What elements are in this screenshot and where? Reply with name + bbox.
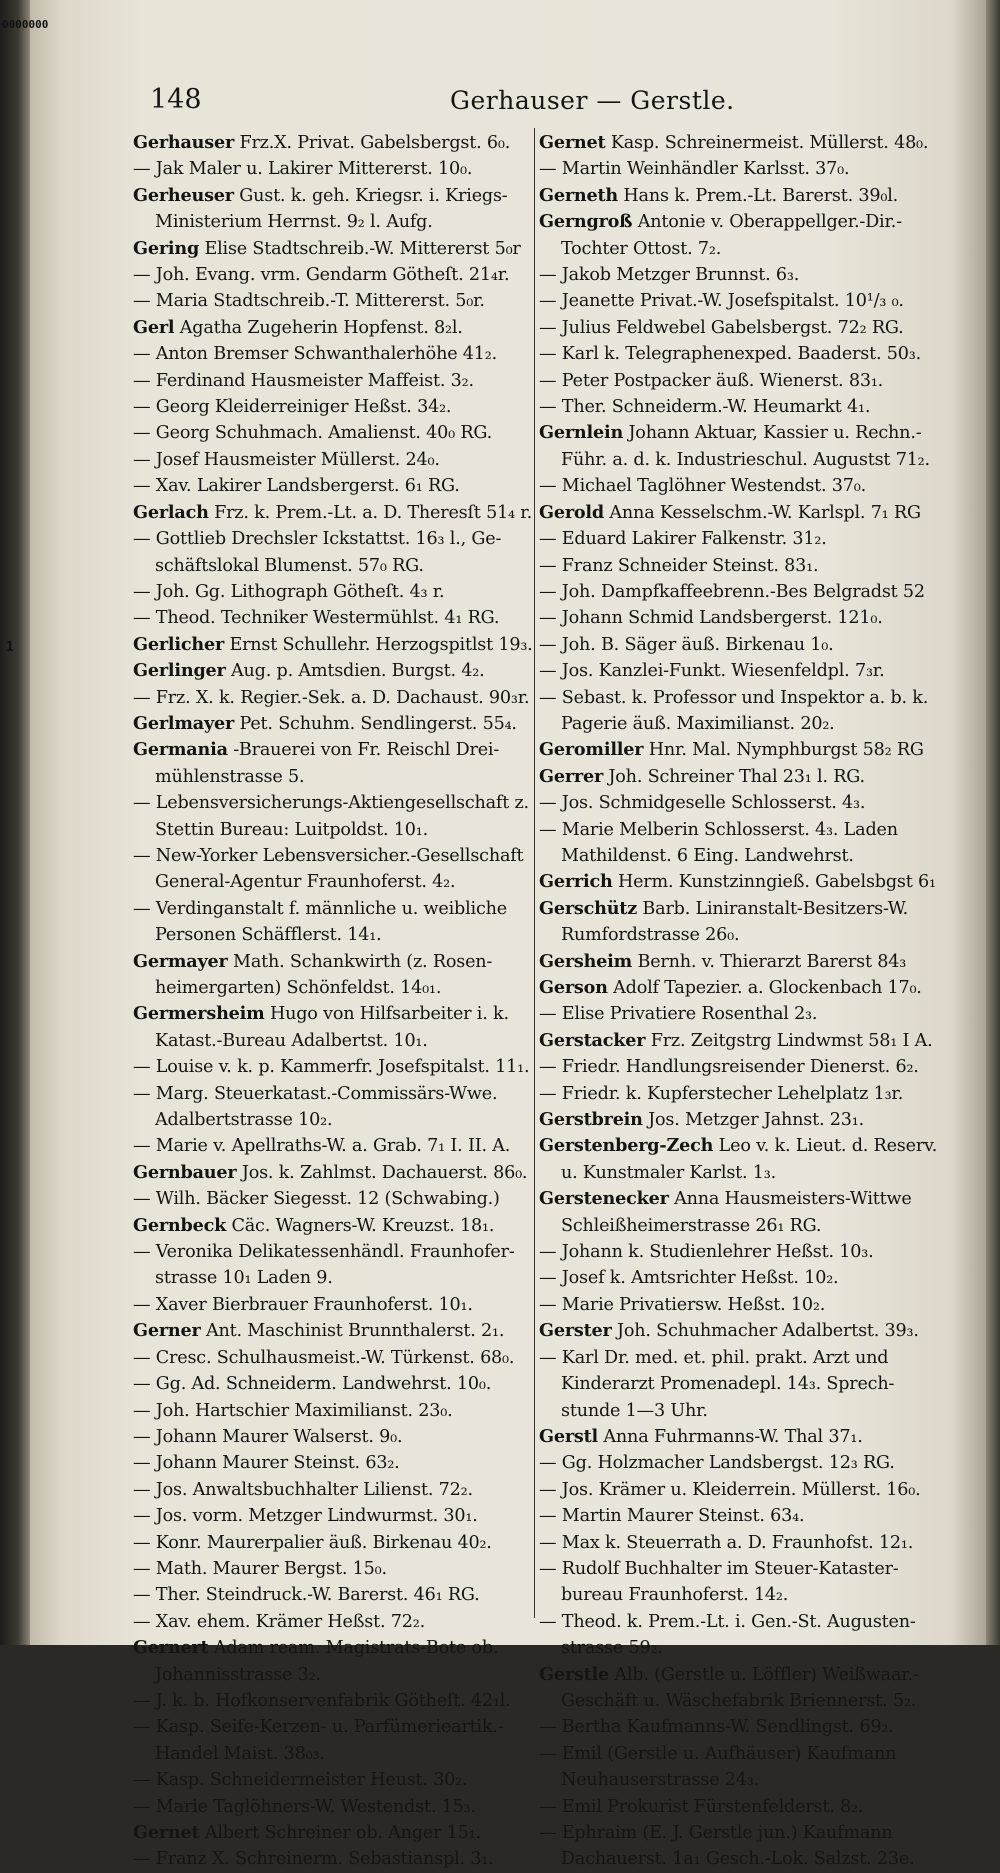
entry-surname: Gerheuser <box>133 184 234 206</box>
entry-text: Herm. Kunstzinngieß. Gabelsbgst 6₁ <box>617 872 936 893</box>
directory-entry <box>539 1133 938 1186</box>
entry-first-line <box>133 632 531 658</box>
sub-entry-line: — Marie v. Apellraths-W. a. Grab. 7₁ I. II. A. <box>133 1136 511 1157</box>
entry-first-line <box>539 209 931 235</box>
entry-first-line <box>133 1820 531 1846</box>
entry-first-line <box>133 711 531 737</box>
entry-surname: Gerstacker <box>539 1029 646 1051</box>
sub-entry-line: — Konr. Maurerpalier äuß. Birkenau 40₂. <box>133 1532 492 1553</box>
entry-text: Bernh. v. Thierarzt Barerst 84₃ <box>637 951 907 972</box>
entry-continuation-line: Tochter Ottost. 7₂. <box>561 238 722 259</box>
entry-text: Frz.X. Privat. Gabelsbergst. 6₀. <box>239 133 511 153</box>
directory-entry <box>539 209 931 420</box>
directory-entry <box>133 632 531 658</box>
sub-entry-line: — Josef Hausmeister Müllerst. 24₀. <box>133 449 440 470</box>
entry-text: Jos. k. Zahlmst. Dachauerst. 86₀. <box>241 1162 528 1183</box>
sub-entry-line: — Gottlieb Drechsler Ickstattst. 16₃ l., Ge- <box>133 529 502 550</box>
directory-entry <box>133 1318 531 1635</box>
directory-entry <box>133 737 531 948</box>
entry-first-line <box>133 130 531 156</box>
entry-surname: Gerstle <box>539 1663 609 1685</box>
sub-entry-line: — Xav. Lakirer Landsbergerst. 6₁ RG. <box>133 476 460 497</box>
entry-surname: Germersheim <box>133 1003 265 1025</box>
entry-text: Hugo von Hilfsarbeiter i. k. <box>269 1004 509 1025</box>
entry-continuation-line: Handel Maist. 38₀₃. <box>155 1743 325 1764</box>
sub-entry-line: — Ther. Schneiderm.-W. Heumarkt 4₁. <box>539 397 871 418</box>
entry-continuation-line: strasse 10₁ Laden 9. <box>155 1268 333 1289</box>
entry-first-line <box>133 1635 531 1661</box>
entry-surname: Gerl <box>133 316 175 338</box>
entry-first-line <box>539 869 936 895</box>
entry-first-line <box>133 236 531 262</box>
entry-surname: Gerold <box>539 501 605 523</box>
entry-surname: Gerstl <box>539 1425 599 1447</box>
directory-entry <box>133 315 531 500</box>
entry-text: Math. Schankwirth (z. Rosen- <box>233 951 493 972</box>
entry-surname: Gerrich <box>539 871 613 893</box>
sub-entry-line: — Jos. Anwaltsbuchhalter Lilienst. 72₂. <box>133 1479 473 1500</box>
entry-first-line <box>539 1662 931 1688</box>
directory-entry <box>133 130 531 183</box>
entry-first-line <box>539 130 931 156</box>
entry-surname: Gernet <box>133 1822 200 1843</box>
sub-entry-line: — Maria Stadtschreib.-T. Mittererst. 5₀r. <box>133 291 485 312</box>
entry-first-line <box>539 764 931 790</box>
sub-entry-line: — Gg. Holzmacher Landsbergst. 12₃ RG. <box>539 1453 895 1474</box>
sub-entry-line: — Emil Prokurist Fürstenfelderst. 8₂. <box>539 1796 864 1817</box>
entry-first-line <box>133 183 531 209</box>
directory-entry <box>133 1635 531 1820</box>
sub-entry-line: — Georg Kleiderreiniger Heßst. 34₂. <box>133 397 452 418</box>
running-head: Gerhauser — Gerstle. <box>450 86 735 115</box>
sub-entry-line: — Rudolf Buchhalter im Steuer-Kataster- <box>539 1558 899 1579</box>
sub-entry-line: — Verdinganstalt f. männliche u. weibliche <box>133 898 507 919</box>
entry-surname: Gerlach <box>133 501 209 523</box>
entry-surname: Gerster <box>539 1320 612 1342</box>
entry-surname: Gerstenberg-Zech <box>539 1135 714 1157</box>
sub-entry-line: — Friedr. Handlungsreisender Dienerst. 6₂. <box>539 1057 919 1078</box>
scan-mark-top-left: 0000000 <box>2 18 49 31</box>
sub-entry-line: — Johann k. Studienlehrer Heßst. 10₃. <box>539 1242 874 1263</box>
directory-column-left <box>133 130 531 1873</box>
sub-entry-line: — J. k. b. Hofkonservenfabrik Götheſt. 42₁l. <box>133 1690 511 1711</box>
entry-surname: Gerson <box>539 977 608 998</box>
sub-entry-line: — Joh. Dampfkaffeebrenn.-Bes Belgradst 52 <box>539 581 925 602</box>
sub-entry-line: — Jos. Krämer u. Kleiderrein. Müllerst. 16₀. <box>539 1479 921 1500</box>
sub-entry-line: — Kasp. Seife-Kerzen- u. Parfümerieartik.- <box>133 1717 504 1738</box>
sub-entry-line: — Xaver Bierbrauer Fraunhoferst. 10₁. <box>133 1294 473 1315</box>
sub-entry-line: — Wilh. Bäcker Siegesst. 12 (Schwabing.) <box>133 1189 500 1210</box>
entry-surname: Gering <box>133 237 200 259</box>
entry-first-line <box>133 1318 531 1344</box>
sub-entry-line: — Eduard Lakirer Falkenstr. 31₂. <box>539 529 827 550</box>
sub-entry-line: — Johann Maurer Walserst. 9₀. <box>133 1426 403 1447</box>
entry-continuation-line: Adalbertstrasse 10₂. <box>155 1110 333 1131</box>
entry-surname: Gerngroß <box>539 211 633 233</box>
entry-surname: Gerner <box>133 1320 201 1342</box>
directory-entry <box>539 737 931 763</box>
entry-surname: Germayer <box>133 950 228 972</box>
entry-first-line <box>133 315 531 341</box>
sub-entry-line: — Elise Privatiere Rosenthal 2₃. <box>539 1004 818 1025</box>
directory-entry <box>133 1820 531 1873</box>
directory-entry <box>539 420 931 499</box>
sub-entry-line: — Martin Weinhändler Karlsst. 37₀. <box>539 159 850 180</box>
sub-entry-line: — Karl k. Telegraphenexped. Baaderst. 50₃. <box>539 344 921 365</box>
directory-entry <box>133 1160 531 1213</box>
sub-entry-line: — Cresc. Schulhausmeist.-W. Türkenst. 68₀. <box>133 1347 515 1368</box>
sub-entry-line: — Johann Maurer Steinst. 63₂. <box>133 1453 400 1474</box>
entry-text: Joh. Schreiner Thal 23₁ l. RG. <box>608 766 865 787</box>
sub-entry-line: — Jeanette Privat.-W. Josefspitalst. 10¹/₃ ₀. <box>539 291 904 312</box>
directory-entry <box>539 1318 931 1424</box>
entry-surname: Gerschütz <box>539 897 638 919</box>
sub-entry-line: — Georg Schuhmach. Amalienst. 40₀ RG. <box>133 423 493 444</box>
entry-continuation-line: Mathildenst. 6 Eing. Landwehrst. <box>561 845 854 866</box>
sub-entry-line: — Theod. k. Prem.-Lt. i. Gen.-St. Augusten- <box>539 1611 916 1632</box>
entry-text: Johann Aktuar, Kassier u. Rechn.- <box>628 423 922 444</box>
book-binding-left <box>0 0 30 1645</box>
directory-entry <box>539 1028 931 1107</box>
entry-continuation-line: u. Kunstmaler Karlst. 1₃. <box>561 1162 777 1183</box>
entry-first-line <box>539 500 931 526</box>
sub-entry-line: — Jos. Schmidgeselle Schlosserst. 4₃. <box>539 793 866 814</box>
entry-text: Kasp. Schreinermeist. Müllerst. 48₀. <box>610 133 929 153</box>
entry-continuation-line: Johannisstrasse 3₂. <box>155 1664 321 1685</box>
entry-continuation-line: Geschäft u. Wäschefabrik Briennerst. 5₂. <box>561 1690 917 1711</box>
entry-surname: Gernet <box>539 132 606 153</box>
sub-entry-line: — Math. Maurer Bergst. 15₀. <box>133 1558 387 1579</box>
sub-entry-line: — Lebensversicherungs-Aktiengesellschaft z. <box>133 793 529 814</box>
sub-entry-line: — Jakob Metzger Brunnst. 6₃. <box>539 265 800 286</box>
entry-text: Alb. (Gerstle u. Löffler) Weißwaar.- <box>614 1664 919 1685</box>
entry-continuation-line: Dachauerst. 1a₁ Gesch.-Lok. Salzst. 23e. <box>561 1849 915 1870</box>
scan-mark-left-edge: 1 <box>6 640 14 655</box>
sub-entry-line: — Frz. X. k. Regier.-Sek. a. D. Dachaust. 90₃r. <box>133 687 530 708</box>
entry-text: Aug. p. Amtsdien. Burgst. 4₂. <box>231 661 485 682</box>
entry-surname: Gernbauer <box>133 1161 237 1183</box>
entry-continuation-line: Pagerie äuß. Maximilianst. 20₂. <box>561 713 835 734</box>
entry-surname: Gersheim <box>539 950 633 972</box>
entry-text: Adolf Tapezier. a. Glockenbach 17₀. <box>613 978 922 998</box>
directory-entry <box>133 500 531 632</box>
entry-first-line <box>539 949 931 975</box>
sub-entry-line: — Veronika Delikatessenhändl. Fraunhofer- <box>133 1242 515 1263</box>
entry-text: Antonie v. Oberappellger.-Dir.- <box>637 212 902 233</box>
entry-first-line <box>133 1001 531 1027</box>
directory-column-right <box>539 130 938 1873</box>
entry-continuation-line: heimergarten) Schönfeldst. 14₀₁. <box>155 978 442 998</box>
entry-surname: Gerlmayer <box>133 712 235 734</box>
entry-first-line <box>539 420 931 446</box>
entry-continuation-line: Katast.-Bureau Adalbertst. 10₁. <box>155 1030 428 1051</box>
entry-first-line <box>133 949 531 975</box>
sub-entry-line: — Joh. Gg. Lithograph Götheſt. 4₃ r. <box>133 581 445 602</box>
entry-first-line <box>539 896 931 922</box>
directory-entry <box>539 183 931 209</box>
sub-entry-line: — Joh. B. Säger äuß. Birkenau 1₀. <box>539 634 834 655</box>
entry-surname: Gernbeck <box>133 1214 227 1236</box>
entry-continuation-line: Personen Schäfflerst. 14₁. <box>155 925 382 946</box>
entry-text: Frz. Zeitgstrg Lindwmst 58₁ I A. <box>650 1030 933 1051</box>
entry-text: Adam ream. Magistrats-Bote ob. <box>213 1638 499 1659</box>
entry-surname: Gernert <box>133 1637 209 1659</box>
sub-entry-line: — Peter Postpacker äuß. Wienerst. 83₁. <box>539 370 884 391</box>
entry-first-line <box>539 737 931 763</box>
sub-entry-line: — Karl Dr. med. et. phil. prakt. Arzt und <box>539 1347 889 1368</box>
sub-entry-line: — Marg. Steuerkatast.-Commissärs-Wwe. <box>133 1083 498 1104</box>
directory-entry <box>133 183 531 236</box>
entry-first-line <box>539 1424 931 1450</box>
entry-surname: Gerrer <box>539 765 604 787</box>
entry-text: -Brauerei von Fr. Reischl Drei- <box>233 740 500 761</box>
entry-text: Agatha Zugeherin Hopfenst. 8₂l. <box>179 317 463 338</box>
entry-text: Ernst Schullehr. Herzogspitlst 19₃. <box>229 634 533 655</box>
directory-entry <box>539 896 931 949</box>
entry-text: Gust. k. geh. Kriegsr. i. Kriegs- <box>239 185 508 206</box>
entry-continuation-line: Schleißheimerstrasse 26₁ RG. <box>561 1215 822 1236</box>
directory-entry <box>539 949 931 975</box>
directory-entry <box>133 1001 531 1159</box>
sub-entry-line: — Josef k. Amtsrichter Heßst. 10₂. <box>539 1268 839 1289</box>
entry-surname: Gerlicher <box>133 633 225 655</box>
entry-text: Anna Kesselschm.-W. Karlspl. 7₁ RG <box>609 502 921 523</box>
sub-entry-line: — Julius Feldwebel Gabelsbergst. 72₂ RG. <box>539 317 904 338</box>
entry-first-line <box>539 1318 931 1344</box>
entry-first-line <box>539 1186 931 1212</box>
page-header <box>150 84 930 120</box>
entry-surname: Gerstbrein <box>539 1109 643 1131</box>
entry-first-line <box>133 500 531 526</box>
sub-entry-line: — Jos. Kanzlei-Funkt. Wiesenfeldpl. 7₃r. <box>539 661 885 682</box>
directory-entry <box>539 500 931 738</box>
sub-entry-line: — Anton Bremser Schwanthalerhöhe 41₂. <box>133 344 498 365</box>
sub-entry-line: — Kasp. Schneidermeister Heust. 30₂. <box>133 1770 468 1791</box>
entry-continuation-line: mühlenstrasse 5. <box>155 766 305 787</box>
entry-surname: Gerhauser <box>133 132 235 153</box>
directory-entry <box>539 869 936 895</box>
entry-continuation-line: Neuhauserstrasse 24₃. <box>561 1770 760 1791</box>
directory-entry <box>133 658 531 711</box>
entry-text: Frz. k. Prem.-Lt. a. D. Theresſt 51₄ r. <box>214 502 532 523</box>
entry-text: Anna Hausmeisters-Wittwe <box>674 1189 912 1210</box>
entry-text: Barb. Liniranstalt-Besitzers-W. <box>642 898 908 919</box>
entry-surname: Gerneth <box>539 184 618 206</box>
sub-entry-line: — Friedr. k. Kupferstecher Lehelplatz 1₃r. <box>539 1083 904 1104</box>
entry-text: Hans k. Prem.-Lt. Barerst. 39₀l. <box>623 185 899 206</box>
sub-entry-line: — Franz Schneider Steinst. 83₁. <box>539 555 819 576</box>
entry-text: Elise Stadtschreib.-W. Mittererst 5₀r <box>204 238 521 259</box>
sub-entry-line: — Bertha Kaufmanns-W. Sendlingst. 69₂. <box>539 1717 894 1738</box>
entry-surname: Gerstenecker <box>539 1188 669 1210</box>
entry-continuation-line: Ministerium Herrnst. 9₂ l. Aufg. <box>155 212 433 233</box>
entry-continuation-line: bureau Fraunhoferst. 14₂. <box>561 1585 789 1606</box>
sub-entry-line: — New-Yorker Lebensversicher.-Gesellschaft <box>133 845 524 866</box>
directory-entry <box>539 130 931 183</box>
entry-continuation-line: Kinderarzt Promenadepl. 14₃. Sprech- <box>561 1374 895 1395</box>
directory-entry <box>133 711 531 737</box>
entry-text: Jos. Metzger Jahnst. 23₁. <box>648 1110 864 1131</box>
sub-entry-line: — Martin Maurer Steinst. 63₄. <box>539 1506 805 1527</box>
entry-first-line <box>133 737 531 763</box>
sub-entry-line: — Ferdinand Hausmeister Maffeist. 3₂. <box>133 370 474 391</box>
sub-entry-line: — Max k. Steuerrath a. D. Fraunhofst. 12₁. <box>539 1532 914 1553</box>
directory-entry <box>133 1213 531 1319</box>
book-edge-right <box>986 0 1000 1645</box>
sub-entry-line: — Marie Privatiersw. Heßst. 10₂. <box>539 1294 826 1315</box>
directory-entry <box>539 1186 931 1318</box>
entry-continuation-line: schäftslokal Blumenst. 57₀ RG. <box>155 555 424 576</box>
entry-surname: Geromiller <box>539 739 644 761</box>
entry-surname: Gerlinger <box>133 660 226 682</box>
entry-text: Anna Fuhrmanns-W. Thal 37₁. <box>603 1426 863 1447</box>
sub-entry-line: — Theod. Techniker Westermühlst. 4₁ RG. <box>133 608 500 629</box>
entry-continuation-line: Stettin Bureau: Luitpoldst. 10₁. <box>155 819 429 840</box>
sub-entry-line: — Marie Taglöhners-W. Westendst. 15₃. <box>133 1796 476 1817</box>
directory-entry <box>539 1107 931 1133</box>
sub-entry-line: — Gg. Ad. Schneiderm. Landwehrst. 10₀. <box>133 1374 492 1395</box>
sub-entry-line: — Jos. vorm. Metzger Lindwurmst. 30₁. <box>133 1506 478 1527</box>
entry-first-line <box>539 1107 931 1133</box>
directory-entry <box>539 1662 931 1873</box>
sub-entry-line: — Marie Melberin Schlosserst. 4₃. Laden <box>539 819 898 840</box>
sub-entry-line: — Xav. ehem. Krämer Heßst. 72₂. <box>133 1611 426 1632</box>
entry-text: Leo v. k. Lieut. d. Reserv. <box>718 1136 938 1157</box>
entry-first-line <box>133 1213 531 1239</box>
entry-continuation-line: Führ. a. d. k. Industrieschul. Augustst 71₂. <box>561 449 930 470</box>
sub-entry-line: — Ephraim (E. J. Gerstle jun.) Kaufmann <box>539 1823 893 1843</box>
sub-entry-line: — Sebast. k. Professor und Inspektor a. b. k. <box>539 687 929 708</box>
sub-entry-line: — Joh. Hartschier Maximilianst. 23₀. <box>133 1400 453 1421</box>
entry-text: Cäc. Wagners-W. Kreuzst. 18₁. <box>231 1215 495 1236</box>
sub-entry-line: — Ther. Steindruck.-W. Barerst. 46₁ RG. <box>133 1585 480 1606</box>
entry-text: Pet. Schuhm. Sendlingerst. 55₄. <box>239 713 517 734</box>
entry-text: Albert Schreiner ob. Anger 15₁. <box>204 1823 481 1843</box>
sub-entry-line: — Louise v. k. p. Kammerfr. Josefspitalst. 11₁. <box>133 1057 530 1078</box>
sub-entry-line: — Joh. Evang. vrm. Gendarm Götheſt. 21₄r. <box>133 265 510 286</box>
entry-first-line <box>539 183 931 209</box>
directory-entry <box>539 975 931 1028</box>
column-divider <box>534 128 535 1618</box>
entry-text: Joh. Schuhmacher Adalbertst. 39₃. <box>617 1321 919 1342</box>
entry-continuation-line: strasse 59₂. <box>561 1638 663 1659</box>
entry-continuation-line: General-Agentur Fraunhoferst. 4₂. <box>155 872 456 893</box>
directory-entry <box>133 236 531 315</box>
entry-first-line <box>133 1160 531 1186</box>
sub-entry-line: — Michael Taglöhner Westendst. 37₀. <box>539 476 867 497</box>
entry-first-line <box>539 975 931 1001</box>
sub-entry-line: — Johann Schmid Landsbergerst. 121₀. <box>539 608 883 629</box>
entry-text: Ant. Maschinist Brunnthalerst. 2₁. <box>205 1321 505 1342</box>
sub-entry-line: — Emil (Gerstle u. Aufhäuser) Kaufmann <box>539 1743 897 1764</box>
entry-first-line <box>539 1028 931 1054</box>
entry-first-line <box>133 658 531 684</box>
entry-surname: Gernlein <box>539 422 624 444</box>
directory-entry <box>539 764 931 870</box>
directory-entry <box>539 1424 931 1662</box>
sub-entry-line: — Franz X. Schreinerm. Sebastianspl. 3₁. <box>133 1849 494 1870</box>
entry-continuation-line: stunde 1—3 Uhr. <box>561 1400 708 1421</box>
entry-continuation-line: Rumfordstrasse 26₀. <box>561 925 740 946</box>
page-number: 148 <box>150 84 202 115</box>
entry-surname: Germania <box>133 739 228 761</box>
entry-text: Hnr. Mal. Nymphburgst 58₂ RG <box>648 740 924 761</box>
directory-entry <box>133 949 531 1002</box>
sub-entry-line: — Jak Maler u. Lakirer Mittererst. 10₀. <box>133 159 473 180</box>
entry-first-line <box>539 1133 938 1159</box>
